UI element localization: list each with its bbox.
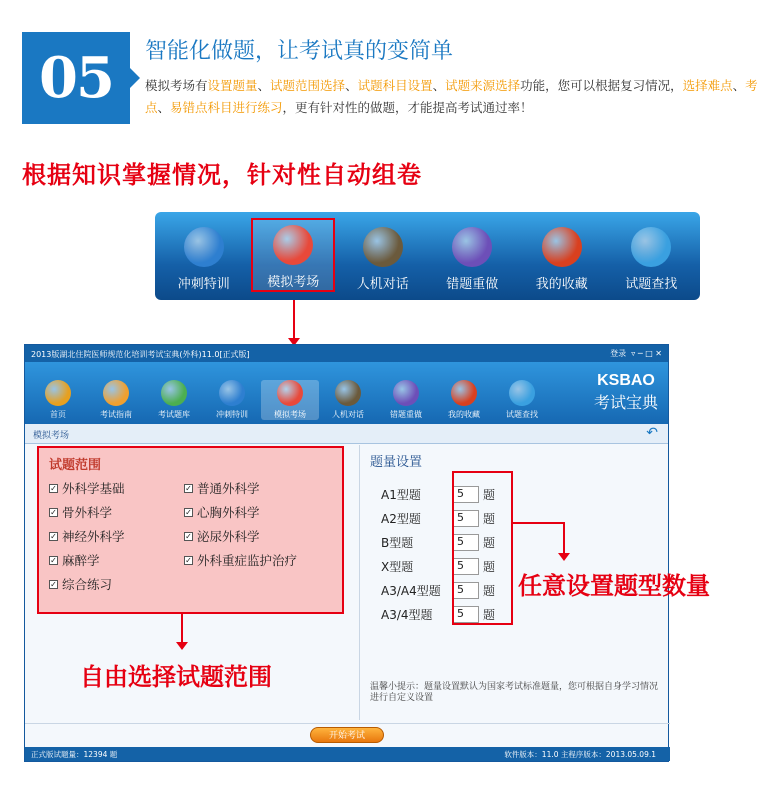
scope-checkbox-grid: [49, 479, 332, 593]
logo-text-cn: 考试宝典: [593, 393, 658, 412]
scope-checkbox[interactable]: [184, 551, 334, 569]
feature-label: 错题重做: [446, 277, 499, 292]
qty-unit: 题: [483, 607, 496, 622]
qty-unit: 题: [483, 535, 496, 550]
feature-runner-globe-button[interactable]: [162, 218, 246, 292]
back-arrow-icon[interactable]: ↶: [646, 425, 658, 441]
pen-icon: [452, 227, 492, 267]
checkbox-checked-icon[interactable]: ✓: [50, 555, 57, 565]
intro-segment: 模拟考场有: [145, 78, 208, 93]
scope-label: 综合练习: [62, 577, 113, 592]
window-title: 2013版湖北住院医师规范化培训考试宝典(外科)11.0[正式版]: [31, 350, 250, 359]
qty-label: A3/4型题: [381, 607, 433, 622]
scope-checkbox[interactable]: [49, 551, 184, 569]
home-icon: [45, 380, 71, 406]
page-title: 智能化做题，让考试真的变简单: [145, 39, 454, 64]
magnifier-icon: [631, 227, 671, 267]
scope-checkbox[interactable]: [49, 503, 184, 521]
toolbar-label: 我的收藏: [448, 410, 480, 419]
scope-checkbox[interactable]: [184, 503, 334, 521]
window-controls: [610, 348, 662, 359]
app-logo: [594, 372, 658, 413]
highlight-text: 设置题量: [207, 78, 258, 93]
pen-icon: [393, 380, 419, 406]
qty-input[interactable]: 5: [453, 558, 479, 575]
feature-label: 我的收藏: [535, 277, 588, 292]
menu-icon[interactable]: ▿: [631, 349, 636, 358]
checkbox-checked-icon[interactable]: ✓: [50, 507, 57, 517]
checkbox-checked-icon[interactable]: ✓: [185, 555, 192, 565]
toolbar-label: 错题重做: [390, 410, 422, 419]
scope-label: 外科学基础: [62, 481, 125, 496]
magnifier-icon: [509, 380, 535, 406]
feature-label: 冲刺特训: [177, 277, 230, 292]
scope-label: 普通外科学: [197, 481, 260, 496]
runner-globe-icon: [184, 227, 224, 267]
breadcrumb-label: 模拟考场: [33, 431, 70, 441]
qty-title: 题量设置: [370, 455, 423, 470]
qty-unit: 题: [483, 511, 496, 526]
intro-segment: 、: [732, 78, 746, 93]
toolbar-home-button[interactable]: [29, 380, 87, 420]
section-number-badge: 05: [22, 32, 130, 124]
highlight-text: 试题科目设置: [357, 78, 433, 93]
checkbox-checked-icon[interactable]: ✓: [185, 531, 192, 541]
intro-segment: 、: [345, 78, 358, 93]
scope-checkbox[interactable]: [184, 527, 334, 545]
intro-text: [145, 75, 765, 119]
toolbar-label: 人机对话: [332, 410, 364, 419]
app-window: [24, 344, 669, 762]
feature-treasure-chest-button[interactable]: [520, 218, 604, 292]
qty-label: A1型题: [381, 487, 421, 502]
question-scope-panel: [37, 446, 344, 614]
toolbar-label: 首页: [50, 410, 66, 419]
qty-annotation: 任意设置题型数量: [518, 572, 710, 600]
section-heading: 根据知识掌握情况，针对性自动组卷: [22, 161, 422, 189]
breadcrumb: [25, 424, 668, 444]
qty-highlight-box: [452, 471, 513, 625]
scope-annotation: 自由选择试题范围: [80, 663, 272, 691]
qty-unit: 题: [483, 559, 496, 574]
checkbox-checked-icon[interactable]: ✓: [50, 579, 57, 589]
feature-toolbar: [155, 212, 700, 300]
scope-title: 试题范围: [49, 458, 102, 473]
chess-knight-icon: [363, 227, 403, 267]
highlight-text: 考点: [145, 78, 758, 115]
highlight-text: 易错点科目进行练习: [170, 100, 283, 115]
treasure-chest-icon: [542, 227, 582, 267]
scope-checkbox[interactable]: [184, 479, 334, 497]
scope-label: 心胸外科学: [197, 505, 260, 520]
checkbox-checked-icon[interactable]: ✓: [50, 483, 57, 493]
toolbar-label: 冲刺特训: [216, 410, 248, 419]
maximize-icon[interactable]: □: [645, 349, 653, 358]
qty-label: A2型题: [381, 511, 421, 526]
qty-input[interactable]: 5: [453, 510, 479, 527]
intro-segment: 功能，您可以根据复习情况，: [520, 78, 683, 93]
start-bar: [25, 723, 670, 743]
qty-label: B型题: [381, 535, 414, 550]
qty-input[interactable]: 5: [453, 606, 479, 623]
runner-globe-icon: [219, 380, 245, 406]
feature-magnifier-button[interactable]: [609, 218, 693, 292]
compass-icon: [103, 380, 129, 406]
toolbar-treasure-chest-button[interactable]: [435, 380, 493, 420]
close-icon[interactable]: ✕: [655, 349, 662, 358]
chess-knight-icon: [335, 380, 361, 406]
feature-label: 人机对话: [356, 277, 409, 292]
app-toolbar: [25, 362, 668, 424]
window-titlebar: [25, 345, 668, 362]
scope-label: 骨外科学: [62, 505, 113, 520]
toolbar-label: 模拟考场: [274, 410, 306, 419]
feature-pen-button[interactable]: [430, 218, 514, 292]
highlight-text: 选择难点: [682, 78, 733, 93]
status-question-count: 正式版试题量：12394 题: [31, 750, 118, 759]
scope-checkbox[interactable]: [49, 527, 184, 545]
qty-input[interactable]: 5: [453, 534, 479, 551]
qty-annotation-arrow-icon: [558, 553, 570, 561]
scope-label: 麻醉学: [62, 553, 100, 568]
status-bar: [25, 747, 670, 761]
checkbox-checked-icon[interactable]: ✓: [50, 531, 57, 541]
feature-label: 模拟考场: [267, 275, 320, 290]
scope-label: 神经外科学: [62, 529, 125, 544]
tip-text: 温馨小提示：题量设置默认为国家考试标准题量，您可根据自身学习情况进行自定义设置: [370, 682, 659, 703]
highlight-text: 试题来源选择: [445, 78, 521, 93]
scope-checkbox[interactable]: [49, 575, 184, 593]
qty-label: X型题: [381, 559, 414, 574]
books-icon: [161, 380, 187, 406]
qty-unit: 题: [483, 487, 496, 502]
start-exam-button[interactable]: 开始考试: [310, 727, 384, 743]
clock-icon: [273, 225, 313, 265]
toolbar-runner-globe-button[interactable]: [203, 380, 261, 420]
logo-text-en: KSBAO: [597, 372, 655, 389]
qty-unit: 题: [483, 583, 496, 598]
toolbar-magnifier-button[interactable]: [493, 380, 551, 420]
toolbar-label: 试题查找: [506, 410, 538, 419]
toolbar-clock-button[interactable]: [261, 380, 319, 420]
qty-annotation-line-h: [512, 522, 564, 524]
panel-divider: [359, 445, 360, 720]
toolbar-label: 考试指南: [100, 410, 132, 419]
toolbar-compass-button[interactable]: [87, 380, 145, 420]
scope-label: 泌尿外科学: [197, 529, 260, 544]
toolbar-pen-button[interactable]: [377, 380, 435, 420]
toolbar-books-button[interactable]: [145, 380, 203, 420]
minimize-icon[interactable]: ─: [637, 349, 643, 358]
highlight-text: 试题范围选择: [270, 78, 346, 93]
intro-segment: 、: [257, 78, 271, 93]
qty-label: A3/A4型题: [381, 583, 441, 598]
treasure-chest-icon: [451, 380, 477, 406]
toolbar-label: 考试题库: [158, 410, 190, 419]
toolbar-chess-knight-button[interactable]: [319, 380, 377, 420]
login-link[interactable]: 登录: [610, 349, 627, 358]
checkbox-checked-icon[interactable]: ✓: [185, 483, 192, 493]
qty-input[interactable]: 5: [453, 582, 479, 599]
feature-label: 试题查找: [625, 277, 678, 292]
intro-segment: 、: [157, 100, 171, 115]
qty-input[interactable]: 5: [453, 486, 479, 503]
connector-line: [293, 300, 295, 342]
scope-checkbox[interactable]: [49, 479, 184, 497]
checkbox-checked-icon[interactable]: ✓: [185, 507, 192, 517]
scope-label: 外科重症监护治疗: [197, 553, 298, 568]
feature-chess-knight-button[interactable]: [341, 218, 425, 292]
qty-annotation-line-v: [563, 522, 565, 556]
clock-icon: [277, 380, 303, 406]
intro-segment: 、: [432, 78, 446, 93]
status-version: 软件版本：11.0 主程序版本：2013.05.09.1: [504, 750, 656, 759]
feature-clock-button[interactable]: [251, 218, 335, 292]
intro-segment: ，更有针对性的做题，才能提高考试通过率！: [282, 100, 533, 115]
scope-annotation-arrow-icon: [176, 642, 188, 650]
